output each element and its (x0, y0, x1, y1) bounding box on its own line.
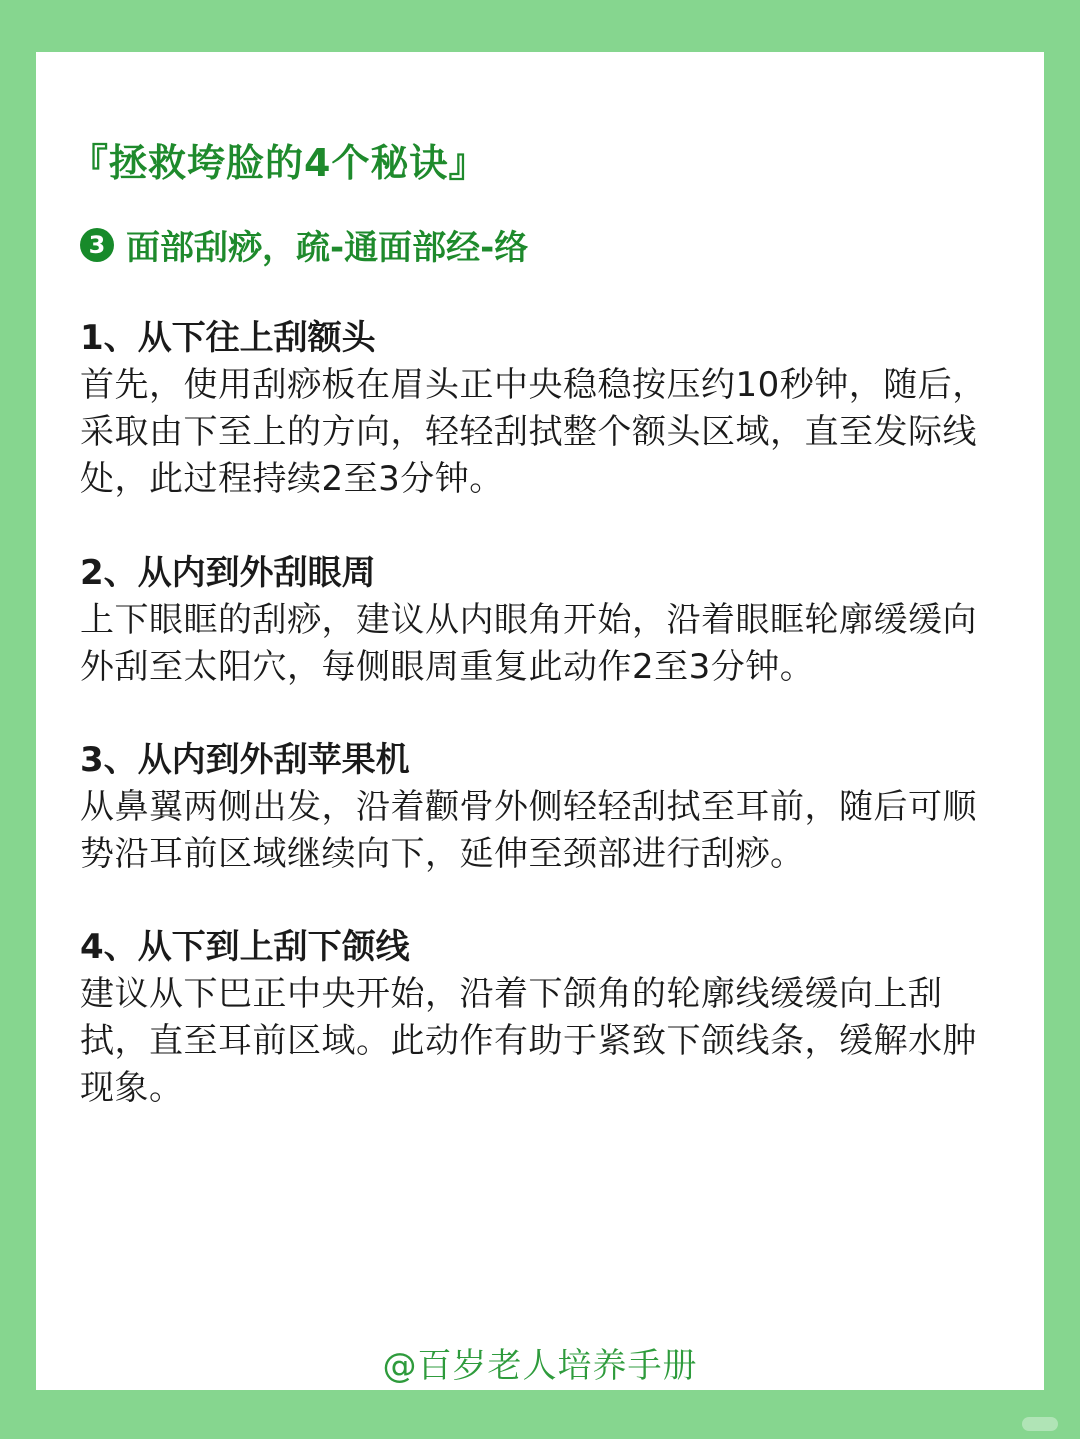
content-card (36, 52, 1044, 1390)
tip-section-2 (80, 549, 1010, 691)
tip-body: 从鼻翼两侧出发，沿着颧骨外侧轻轻刮拭至耳前，随后可顺势沿耳前区域继续向下，延伸至颈部进行刮痧。 (80, 787, 977, 874)
author-footer: @百岁老人培养手册 (382, 1346, 698, 1386)
watermark-logo-icon (1022, 1417, 1058, 1431)
subtitle-text: 面部刮痧，疏-通面部经-络 (126, 228, 529, 268)
tip-heading: 2、从内到外刮眼周 (80, 553, 376, 593)
tip-section-3 (80, 736, 1010, 878)
tip-body: 建议从下巴正中央开始，沿着下颌角的轮廓线缓缓向上刮拭，直至耳前区域。此动作有助于紧致下颌线条，缓解水肿现象。 (80, 974, 977, 1108)
tip-heading: 1、从下往上刮额头 (80, 318, 376, 358)
tip-heading: 4、从下到上刮下颌线 (80, 927, 410, 967)
tip-heading: 3、从内到外刮苹果机 (80, 740, 410, 780)
number-badge-icon: 3 (80, 228, 114, 262)
section-subtitle (80, 220, 528, 269)
tip-section-4 (80, 923, 1010, 1112)
tip-body: 上下眼眶的刮痧，建议从内眼角开始，沿着眼眶轮廓缓缓向外刮至太阳穴，每侧眼周重复此动作2至3分钟。 (80, 600, 977, 687)
tip-body: 首先，使用刮痧板在眉头正中央稳稳按压约10秒钟，随后，采取由下至上的方向，轻轻刮拭整个额头区域，直至发际线处，此过程持续2至3分钟。 (80, 365, 987, 499)
page-title: 『拯救垮脸的4个秘诀』 (70, 141, 488, 185)
tip-section-1 (80, 314, 1010, 503)
